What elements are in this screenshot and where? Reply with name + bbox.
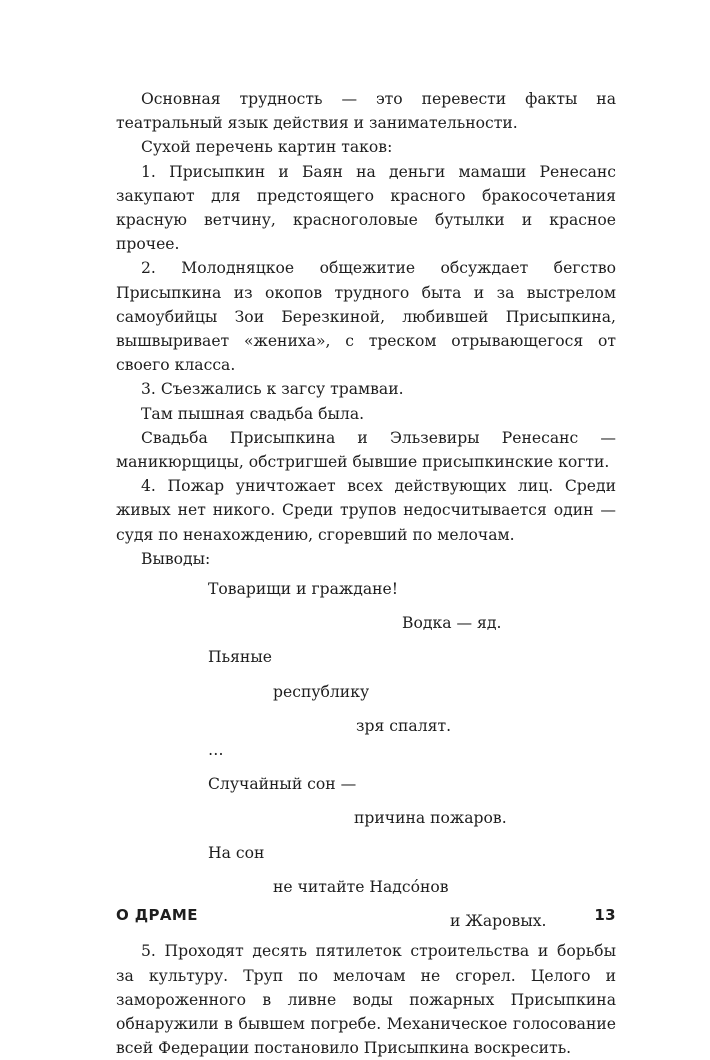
verse-line: и Жаровых.: [450, 912, 547, 931]
paragraph: 5. Проходят десять пятилеток строительства и борьбы за культуру. Труп по мелочам не сгорел. Целого и замороженного в ливне воды пожарных Присыпкина обнаружили в бывшем погребе. Механическое голосование всей Федерации постановило Присыпкина воскресить.: [116, 942, 616, 1058]
paragraph: Основная трудность — это перевести факты на театральный язык действия и занимательности.: [116, 90, 616, 133]
page-number: 13: [594, 906, 616, 924]
verse-line: причина пожаров.: [354, 809, 507, 828]
paragraph: Сухой перечень картин таков:: [141, 138, 393, 157]
paragraph: 1. Присыпкин и Баян на деньги мамаши Ренесанс закупают для предстоящего красного бракосочетания красную ветчину, красноголовые бутылки и красное прочее.: [116, 162, 616, 254]
paragraph: Там пышная свадьба была.: [141, 404, 365, 423]
verse-line: не читайте Надсо́нов: [273, 877, 449, 896]
verse-line: республику: [273, 682, 370, 701]
paragraph: 2. Молодняцкое общежитие обсуждает бегство Присыпкина из окопов трудного быта и за выстрелом самоубийцы Зои Березкиной, любившей Присыпкина, вышвыривает «жениха», с треском отрывающегося от своего класса.: [116, 259, 616, 375]
verse-line: Случайный сон —: [208, 775, 357, 794]
verse-line: На сон: [208, 843, 265, 862]
verse-line: Водка — яд.: [402, 614, 502, 633]
verse-line: зря спалят.: [356, 716, 452, 735]
paragraph: Свадьба Присыпкина и Эльзевиры Ренесанс — маникюрщицы, обстригшей бывшие присыпкинские когти.: [116, 428, 616, 472]
verse-line: Товарищи и граждане!: [208, 580, 399, 599]
verse-block: [116, 577, 616, 933]
verse-line: …: [208, 741, 224, 760]
paragraph: 3. Съезжались к загсу трамваи.: [141, 380, 404, 399]
verse-line: Пьяные: [208, 648, 272, 667]
paragraph: Выводы:: [141, 549, 211, 568]
running-title: О ДРАМЕ: [116, 906, 198, 924]
paragraph: 4. Пожар уничтожает всех действующих лиц. Среди живых нет никого. Среди трупов недосчитывается один — судя по ненахождению, сгоревший по мелочам.: [116, 477, 616, 544]
